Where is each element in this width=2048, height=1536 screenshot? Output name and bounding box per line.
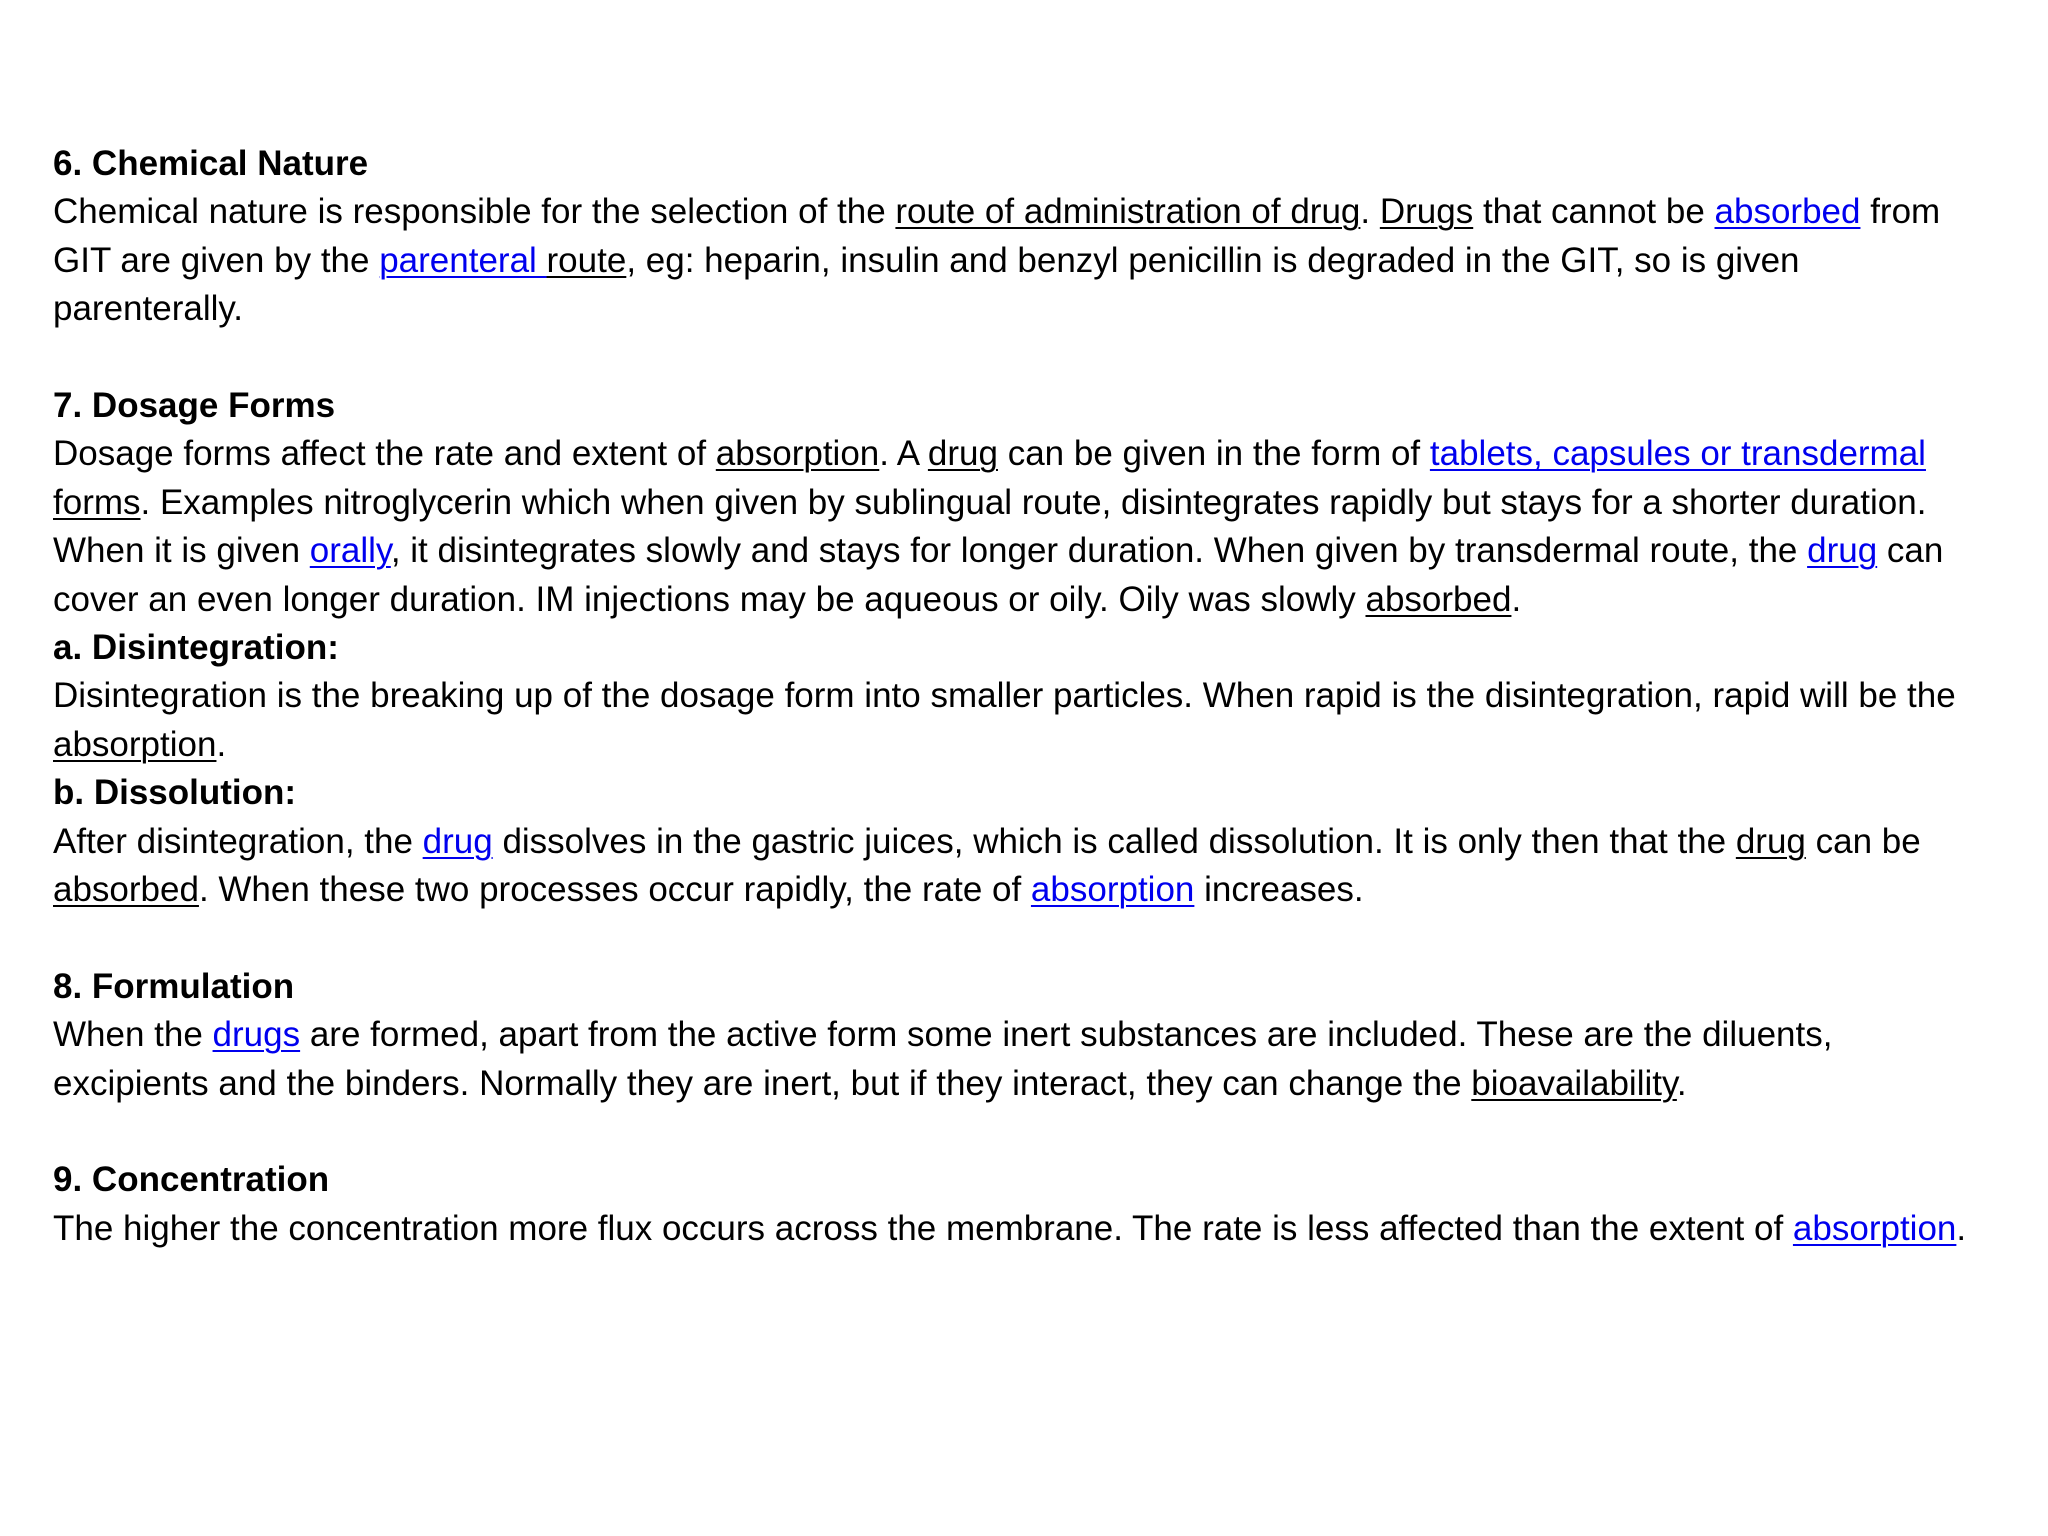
drugs-link[interactable]: drugs — [212, 1015, 301, 1055]
text-run: increases. — [1194, 870, 1364, 910]
drug-link[interactable]: drug — [1807, 531, 1878, 571]
underlined-term: route — [546, 240, 627, 280]
subsection-heading-dissolution: b. Dissolution: — [53, 773, 297, 813]
underlined-term: absorbed — [53, 870, 199, 910]
section-paragraph — [53, 188, 1993, 333]
section-heading: 6. Chemical Nature — [53, 144, 369, 183]
text-run: are formed, apart from the active form some inert substances are included. These are the diluents, excipients and the binders. Normally they are inert, but if they interact, they can change the — [53, 1015, 1833, 1103]
underlined-term: forms — [53, 482, 141, 522]
text-run: Dosage forms affect the rate and extent of — [53, 434, 716, 474]
text-run: can cover an even longer duration. IM injections may be aqueous or oily. Oily was slowly — [53, 531, 1944, 619]
text-run: , eg: heparin, insulin and benzyl penicillin is degraded in the GIT, so is given parenterally. — [53, 240, 1800, 329]
blank-line — [53, 914, 1993, 962]
underlined-term: absorption — [53, 724, 217, 764]
text-run: , it disintegrates slowly and stays for longer duration. When given by transdermal route, the — [390, 531, 1808, 571]
text-run: . — [216, 724, 227, 764]
underlined-term: absorption — [715, 434, 880, 474]
text-run: After disintegration, the — [53, 821, 423, 861]
parenteral-link[interactable]: parenteral — [379, 240, 547, 280]
text-run: . — [1511, 579, 1522, 619]
section-concentration — [53, 1156, 1993, 1253]
section-heading: 8. Formulation — [53, 966, 295, 1006]
absorption-link[interactable]: absorption — [1792, 1208, 1957, 1248]
drug-link[interactable]: drug — [422, 821, 493, 861]
text-run: Chemical nature is responsible for the selection of the — [53, 192, 896, 232]
underlined-term: route of administration of drug — [895, 192, 1361, 232]
text-run: When the — [53, 1015, 213, 1055]
section-dosage-forms — [53, 382, 1993, 914]
text-run: Disintegration is the breaking up of the dosage form into smaller particles. When rapid is the disintegration, rapid will be the — [53, 676, 1956, 716]
absorption-link[interactable]: absorption — [1030, 870, 1195, 910]
section-paragraph — [53, 1011, 1993, 1108]
text-run: . — [1956, 1208, 1967, 1248]
text-run: can be — [1805, 821, 1921, 861]
section-paragraph — [53, 672, 1993, 769]
text-run: . — [1360, 192, 1380, 232]
section-heading: 9. Concentration — [53, 1160, 330, 1200]
section-paragraph — [53, 430, 1993, 624]
text-run: dissolves in the gastric juices, which is called dissolution. It is only then that the — [492, 821, 1736, 861]
blank-line — [53, 334, 1993, 382]
underlined-term: drug — [927, 434, 998, 474]
text-run: can be given in the form of — [997, 434, 1430, 474]
text-run: . Examples nitroglycerin which when given by sublingual route, disintegrates rapidly but stays for a shorter duration. When it is given — [53, 482, 1927, 571]
section-paragraph — [53, 1205, 1993, 1253]
section-heading: 7. Dosage Forms — [53, 386, 336, 426]
section-formulation — [53, 963, 1993, 1108]
blank-line — [53, 1108, 1993, 1156]
text-run: The higher the concentration more flux occurs across the membrane. The rate is less affected than the extent of — [53, 1208, 1793, 1248]
underlined-term: Drugs — [1379, 192, 1474, 232]
section-paragraph — [53, 818, 1993, 915]
tablets-capsules-transdermal-link[interactable]: tablets, capsules or transdermal — [1429, 434, 1926, 474]
text-run: from GIT are given by the — [53, 192, 1941, 280]
text-run: . — [1676, 1063, 1687, 1103]
underlined-term: drug — [1735, 821, 1806, 861]
orally-link[interactable]: orally — [309, 531, 391, 571]
underlined-term: absorbed — [1365, 579, 1512, 619]
text-run: . A — [879, 434, 928, 474]
subsection-heading-disintegration: a. Disintegration: — [53, 628, 339, 668]
absorbed-link[interactable]: absorbed — [1714, 192, 1861, 232]
section-chemical-nature — [53, 140, 1993, 334]
text-run: that cannot be — [1473, 192, 1715, 232]
document-page — [53, 140, 1993, 1253]
text-run: . When these two processes occur rapidly, the rate of — [198, 870, 1031, 910]
underlined-term: bioavailability — [1471, 1063, 1677, 1103]
